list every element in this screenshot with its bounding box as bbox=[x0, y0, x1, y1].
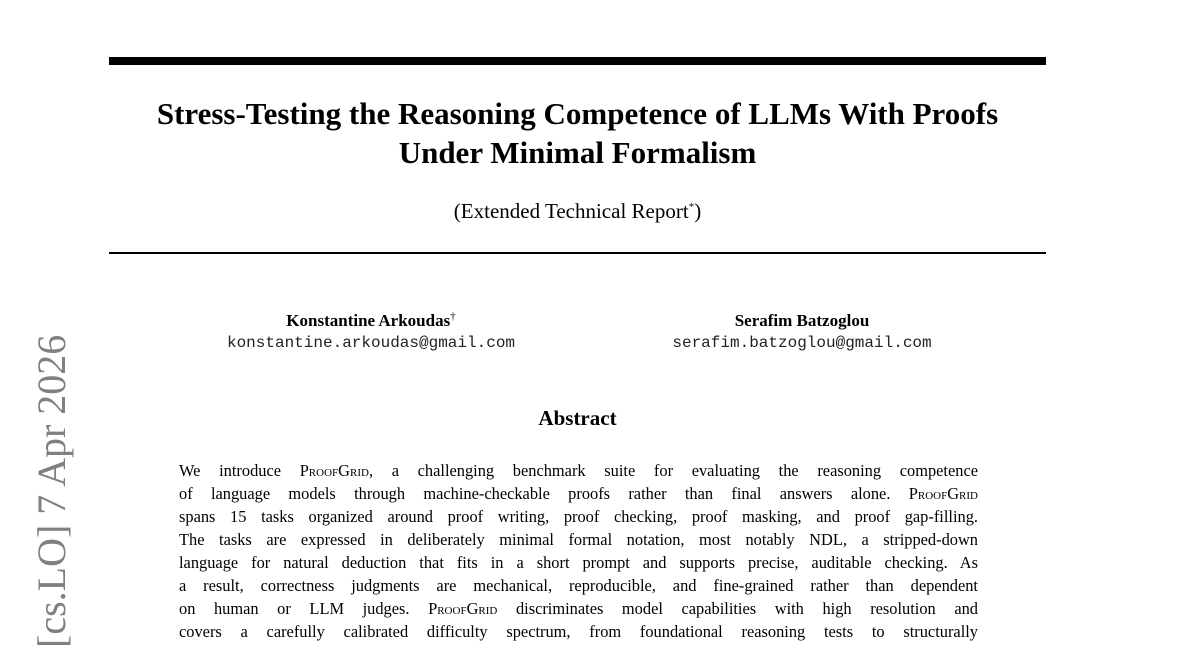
abstract-text: on human or LLM judges. bbox=[179, 599, 429, 618]
title-line-1: Stress-Testing the Reasoning Competence of LLMs With Proofs bbox=[156, 96, 999, 131]
author-name bbox=[193, 310, 549, 332]
abstract-line bbox=[179, 574, 978, 597]
title-bottom-rule bbox=[109, 252, 1046, 254]
abstract-line bbox=[179, 597, 978, 620]
abstract-text: The tasks are expressed in deliberately minimal formal notation, most notably NDL, a stripped-down bbox=[179, 530, 978, 549]
abstract-text: covers a carefully calibrated difficulty spectrum, from foundational reasoning tests to structurally bbox=[179, 622, 978, 641]
benchmark-name: ProofGrid bbox=[908, 484, 978, 503]
abstract-text: spans 15 tasks organized around proof writing, proof checking, proof masking, and proof gap-filling. bbox=[179, 507, 978, 526]
abstract-text: discriminates model capabilities with high resolution and bbox=[497, 599, 978, 618]
author-block bbox=[193, 310, 549, 354]
title-line-2: Under Minimal Formalism bbox=[398, 135, 757, 170]
abstract-line bbox=[179, 528, 978, 551]
abstract-line bbox=[179, 620, 978, 643]
abstract-line bbox=[179, 482, 978, 505]
subtitle-text: (Extended Technical Report bbox=[453, 199, 689, 223]
abstract-text: We introduce bbox=[179, 461, 300, 480]
author-name: Serafim Batzoglou bbox=[734, 311, 870, 330]
benchmark-name: ProofGrid bbox=[428, 599, 498, 618]
abstract-text: language for natural deduction that fits in a short prompt and supports precise, auditable checking. As bbox=[179, 553, 978, 572]
arxiv-sidebar-stamp: [cs.LO] 7 Apr 2026 bbox=[29, 334, 74, 648]
abstract-text: of language models through machine-checkable proofs rather than final answers alone. bbox=[179, 484, 909, 503]
abstract-body bbox=[179, 459, 978, 643]
top-rule bbox=[109, 57, 1046, 65]
author-footnote-mark: † bbox=[450, 310, 456, 323]
abstract-line bbox=[179, 459, 978, 482]
author-email[interactable]: serafim.batzoglou@gmail.com bbox=[672, 334, 932, 352]
abstract-text: , a challenging benchmark suite for evaluating the reasoning competence bbox=[368, 461, 978, 480]
paper-title bbox=[109, 94, 1046, 172]
author-email[interactable]: konstantine.arkoudas@gmail.com bbox=[226, 334, 516, 352]
abstract-heading: Abstract bbox=[538, 406, 617, 430]
abstract-line bbox=[179, 505, 978, 528]
abstract-text: a result, correctness judgments are mechanical, reproducible, and fine-grained rather than dependent bbox=[179, 576, 978, 595]
subtitle-footnote-mark: * bbox=[688, 201, 695, 213]
benchmark-name: ProofGrid bbox=[299, 461, 369, 480]
paper-subtitle bbox=[109, 198, 1046, 224]
abstract-line bbox=[179, 551, 978, 574]
author-name-text: Konstantine Arkoudas bbox=[286, 311, 451, 330]
author-block bbox=[643, 310, 961, 354]
subtitle-close: ) bbox=[694, 199, 702, 223]
